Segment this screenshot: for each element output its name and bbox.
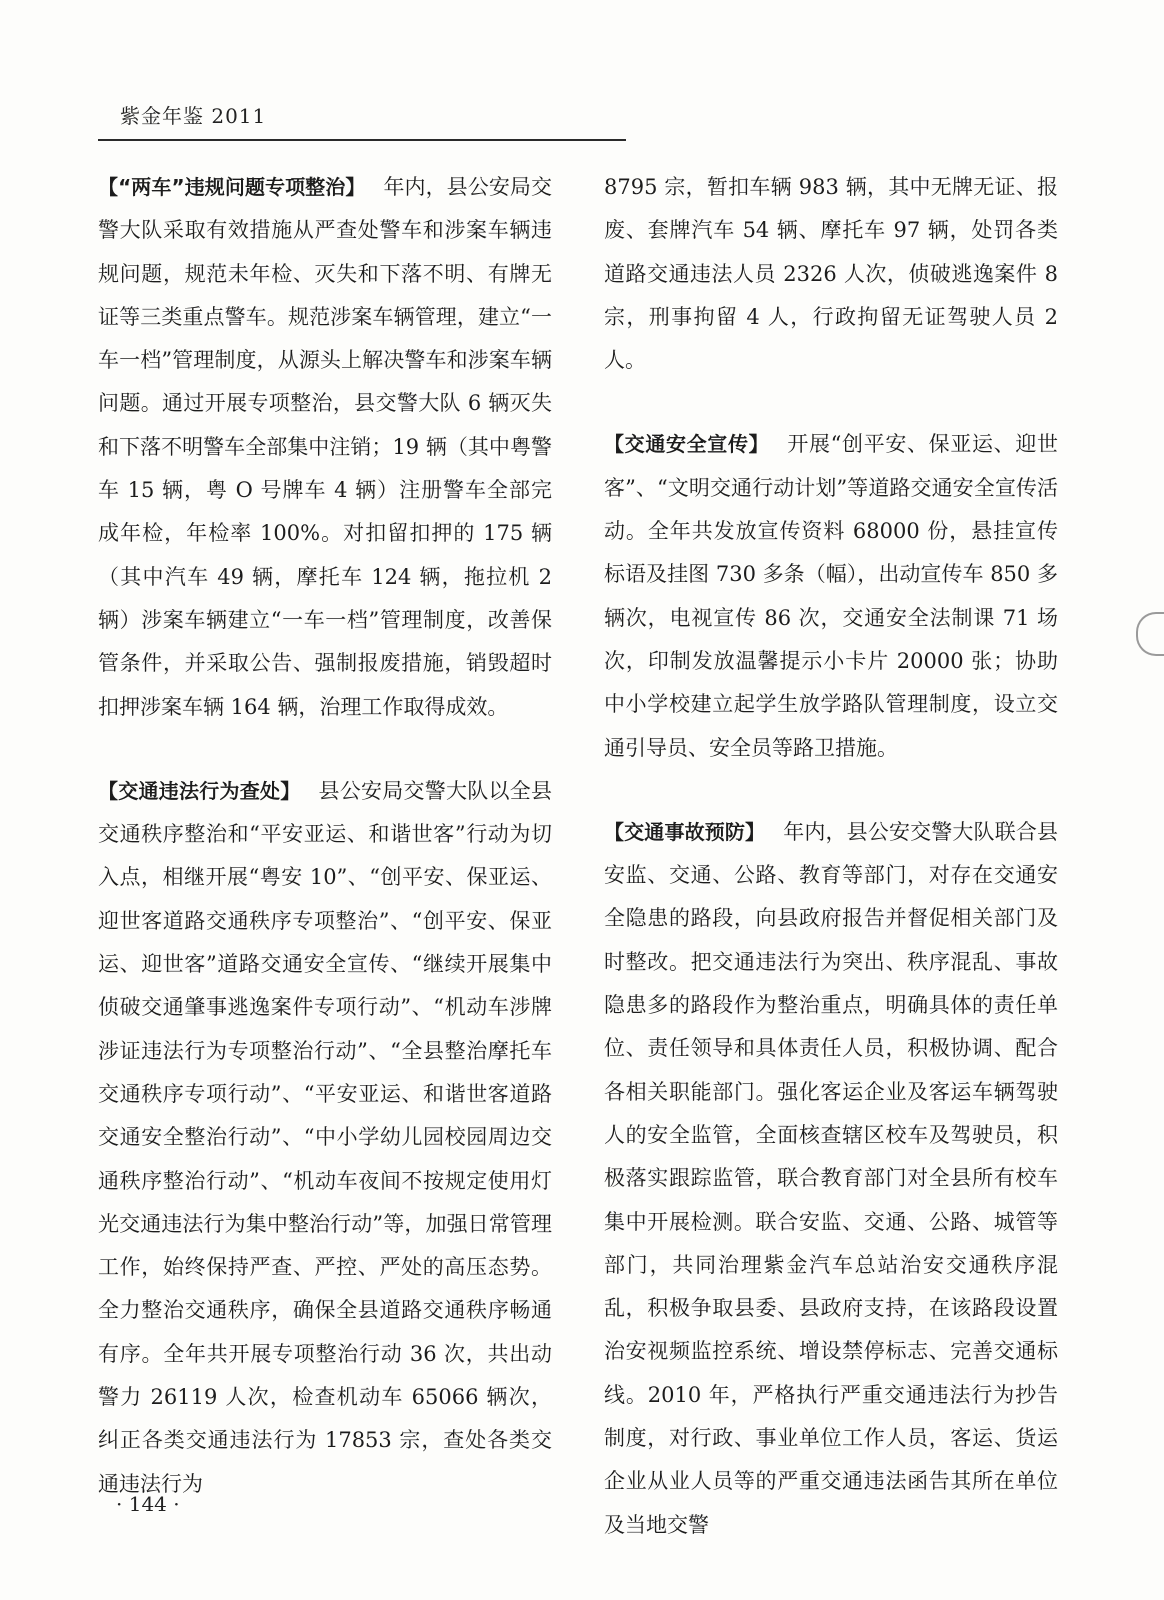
section-paragraph [604, 811, 1058, 1547]
section-two-vehicles [98, 166, 552, 729]
section-title: 【交通事故预防】 [604, 819, 766, 844]
running-header: 紫金年鉴 2011 [120, 104, 267, 128]
section-traffic-violation-enforcement [98, 770, 552, 1506]
section-body: 年内，县公安交警大队联合县安监、交通、公路、教育等部门，对存在交通安全隐患的路段，向县政府报告并督促相关部门及时整改。把交通违法行为突出、秩序混乱、事故隐患多的路段作为整治重点，明确具体的责任单位、责任领导和具体责任人员，积极协调、配合各相关职能部门。强化客运企业及客运车辆驾驶人的安全监管，全面核查辖区校车及驾驶员，积极落实跟踪监管，联合教育部门对全县所有校车集中开展检测。联合安监、交通、公路、城管等部门，共同治理紫金汽车总站治安交通秩序混乱，积极争取县委、县政府支持，在该路段设置治安视频监控系统、增设禁停标志、完善交通标线。2010 年，严格执行严重交通违法行为抄告制度，对行政、事业单位工作人员，客运、货运企业从业人员等的严重交通违法函告其所在单位及当地交警 [604, 819, 1059, 1537]
section-paragraph [98, 770, 552, 1506]
section-body: 县公安局交警大队以全县交通秩序整治和“平安亚运、和谐世客”行动为切入点，相继开展“粤安 10”、“创平安、保亚运、迎世客道路交通秩序专项整治”、“创平安、保亚运、迎世客”道路交通安全宣传、“继续开展集中侦破交通肇事逃逸案件专项行动”、“机动车涉牌涉证违法行为专项整治行动”、“全县整治摩托车交通秩序专项行动”、“平安亚运、和谐世客道路交通安全整治行动”、“中小学幼儿园校园周边交通秩序整治行动”、“机动车夜间不按规定使用灯光交通违法行为集中整治行动”等，加强日常管理工作，始终保持严查、严控、严处的高压态势。全力整治交通秩序，确保全县道路交通秩序畅通有序。全年共开展专项整治行动 36 次，共出动警力 26119 人次，检查机动车 65066 辆次，纠正各类交通违法行为 17853 宗，查处各类交通违法行为 [98, 778, 552, 1496]
section-paragraph [604, 423, 1058, 769]
section-paragraph [604, 166, 1058, 382]
page-number: · 144 · [116, 1492, 180, 1516]
section-accident-prevention [604, 811, 1058, 1547]
section-body: 开展“创平安、保亚运、迎世客”、“文明交通行动计划”等道路交通安全宣传活动。全年共发放宣传资料 68000 份，悬挂宣传标语及挂图 730 多条（幅），出动宣传车 850 多辆次，电视宣传 86 次，交通安全法制课 71 场次，印制发放温馨提示小卡片 20000 张；协助中小学校建立起学生放学路队管理制度，设立交通引导员、安全员等路卫措施。 [604, 432, 1058, 760]
header-rule [98, 139, 626, 141]
section-title: 【交通安全宣传】 [604, 432, 770, 457]
section-title: 【“两车”违规问题专项整治】 [98, 175, 366, 199]
section-paragraph [98, 166, 552, 729]
section-body: 8795 宗，暂扣车辆 983 辆，其中无牌无证、报废、套牌汽车 54 辆、摩托车 97 辆，处罚各类道路交通违法人员 2326 人次，侦破逃逸案件 8 宗，刑事拘留 4 人，行政拘留无证驾驶人员 2 人。 [604, 175, 1058, 373]
section-body: 年内，县公安局交警大队采取有效措施从严查处警车和涉案车辆违规问题，规范未年检、灭失和下落不明、有牌无证等三类重点警车。规范涉案车辆管理，建立“一车一档”管理制度，从源头上解决警车和涉案车辆问题。通过开展专项整治，县交警大队 6 辆灭失和下落不明警车全部集中注销；19 辆（其中粤警车 15 辆，粤 O 号牌车 4 辆）注册警车全部完成年检，年检率 100%。对扣留扣押的 175 辆（其中汽车 49 辆，摩托车 124 辆，拖拉机 2 辆）涉案车辆建立“一车一档”管理制度，改善保管条件，并采取公告、强制报废措施，销毁超时扣押涉案车辆 164 辆，治理工作取得成效。 [98, 175, 553, 719]
section-title: 【交通违法行为查处】 [98, 778, 301, 803]
left-column [98, 166, 552, 1506]
section-traffic-safety-publicity [604, 423, 1058, 769]
section-continuation [604, 166, 1058, 382]
page-edge-mark [1136, 612, 1164, 656]
right-column [604, 166, 1058, 1547]
